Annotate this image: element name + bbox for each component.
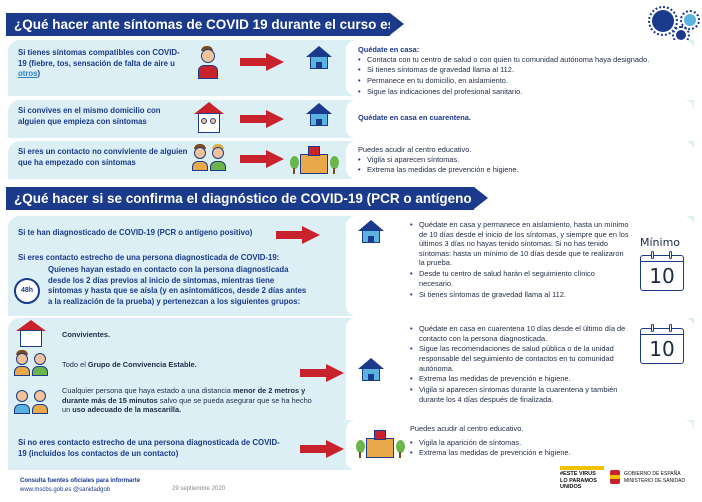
close-contact-description: Quienes hayan estado en contacto con la persona diagnosticada desde los 2 días previos al inicio de síntomas, mientras tiene síntomas y hasta que se aísla (y en asintomáticos, desde 2 días antes a la realización de la prueba) y pertenezcan a los siguientes grupos: [48,265,307,306]
bullet: • Extrema las medidas de prevención e higiene. [410,448,670,458]
bullet: • Desde tu centro de salud harán el seguimiento clínico necesario. [410,269,630,288]
family-house-icon [194,102,224,134]
arrow-icon [240,53,284,71]
house-icon [358,358,384,382]
not-close-contact-label: Si no eres contacto estrecho de una persona diagnosticada de COVID-19 (incluidos los contactos de un contacto) [18,438,280,458]
distance-people-icon [14,386,50,422]
bullet: • Extrema las medidas de prevención e higiene. [358,165,688,175]
group-stable: Todo el Grupo de Convivencia Estable. [62,360,197,369]
school-icon [356,430,406,460]
household-result: Quédate en casa en cuarentena. [358,113,471,122]
bullet: • Vigila la aparición de síntomas. [410,438,670,448]
house-icon [358,220,384,244]
arrow-icon [300,440,344,458]
otros-link[interactable]: otros [18,69,38,78]
footer-date: 29 septiembre 2020 [172,486,226,492]
clock-48h-icon: 48h [14,278,40,304]
bullet: • Extrema las medidas de prevención e higiene. [410,374,636,384]
bullet: • Quédate en casa y permanece en aislamiento, hasta un mínimo de 10 días desde el inicio de los síntomas, y siempre que en los últimos 3 días no hayas tenido síntomas. Si no has tenido síntomas: hasta un mínimo de 10 días desde que te realizaron la prueba. [410,220,630,268]
school-icon [290,146,340,176]
symptoms-label: Si tienes síntomas compatibles con COVID-19 (fiebre, tos, sensación de falta de aire u otros) [18,48,180,78]
non-cohabiting-actions: Puedes acudir al centro educativo. • Vigila si aparecen síntomas. • Extrema las medidas de prevención e higiene. [358,145,688,176]
family-house-icon [16,320,46,348]
campaign-logo: #ESTE VIRUS LO PARAMOS UNIDOS [560,466,604,494]
calendar-icon: 10 [640,255,684,291]
bullet: • Si tienes síntomas de gravedad llama al 112. [358,65,690,75]
bullet: • Sigue las recomendaciones de salud pública o de la unidad responsable del seguimiento de contactos en tu comunidad autónoma. [410,344,636,373]
arrow-icon [240,150,284,168]
close-contact-actions [410,324,636,406]
bullet: • Contacta con tu centro de salud o con quien tu comunidad autónoma haya designado. [358,55,690,65]
diagnosed-actions [410,220,630,300]
sick-person-icon [194,44,222,84]
non-cohabiting-label: Si eres un contacto no conviviente de alguien que ha empezado con síntomas [18,147,188,167]
household-label: Si convives en el mismo domicilio con alguien que empieza con síntomas [18,106,161,126]
virus-icon [676,30,686,40]
arrow-icon [300,364,344,382]
bullet: • Vigila si aparecen síntomas durante la cuarentena y también durante los 4 días después de finalizada. [410,385,636,404]
group-distance: Cualquier persona que haya estado a una distancia menor de 2 metros y durante más de 15 minutos salvo que se pueda asegurar que se ha hecho un uso adecuado de la mascarilla. [62,386,312,415]
bullet: • Vigila si aparecen síntomas. [358,155,688,165]
group-people-icon [14,350,50,378]
symptoms-actions: Quédate en casa: • Contacta con tu centro de salud o con quien tu comunidad autónoma haya designado. • Si tienes síntomas de gravedad llama al 112. • Permanece en tu domicilio, en aislamiento. • Sigue las indicaciones del profesional sanitario. [358,45,690,98]
bullet: • Quédate en casa en cuarentena 10 días desde el último día de contacto con la persona diagnosticada. [410,324,636,343]
diagnosed-label: Si te han diagnosticado de COVID-19 (PCR o antígeno positivo) [18,228,253,237]
house-icon [306,46,332,70]
section2-title: ¿Qué hacer si se confirma el diagnóstico de COVID-19 (PCR o antígeno positivo)? [6,187,474,210]
house-icon [306,103,332,127]
bullet: • Sigue las indicaciones del profesional sanitario. [358,87,690,97]
footer-links[interactable]: www.mscbs.gob.es @sanidadgob [20,487,111,493]
virus-icon [684,14,696,26]
close-contact-label: Si eres contacto estrecho de una persona diagnosticada de COVID-19: [18,253,280,262]
virus-icon [652,10,674,32]
minimum-caption: Mínimo [640,236,681,249]
group-cohabitants: Convivientes. [62,330,111,339]
calendar-icon: 10 [640,328,684,364]
ministry-logo: GOBIERNO DE ESPAÑA MINISTERIO DE SANIDAD [610,470,690,492]
section1-title: ¿Qué hacer ante síntomas de COVID 19 durante el curso escolar? [6,13,390,36]
bullet: • Permanece en tu domicilio, en aislamiento. [358,76,690,86]
people-icon [190,143,232,177]
arrow-icon [276,226,320,244]
footer-sources: Consulta fuentes oficiales para informarte [20,478,141,484]
arrow-icon [240,110,284,128]
not-close-contact-actions: Puedes acudir al centro educativo. • Vigila la aparición de síntomas. • Extrema las medidas de prevención e higiene. [410,424,670,459]
bullet: • Si tienes síntomas de gravedad llama al 112. [410,290,630,300]
